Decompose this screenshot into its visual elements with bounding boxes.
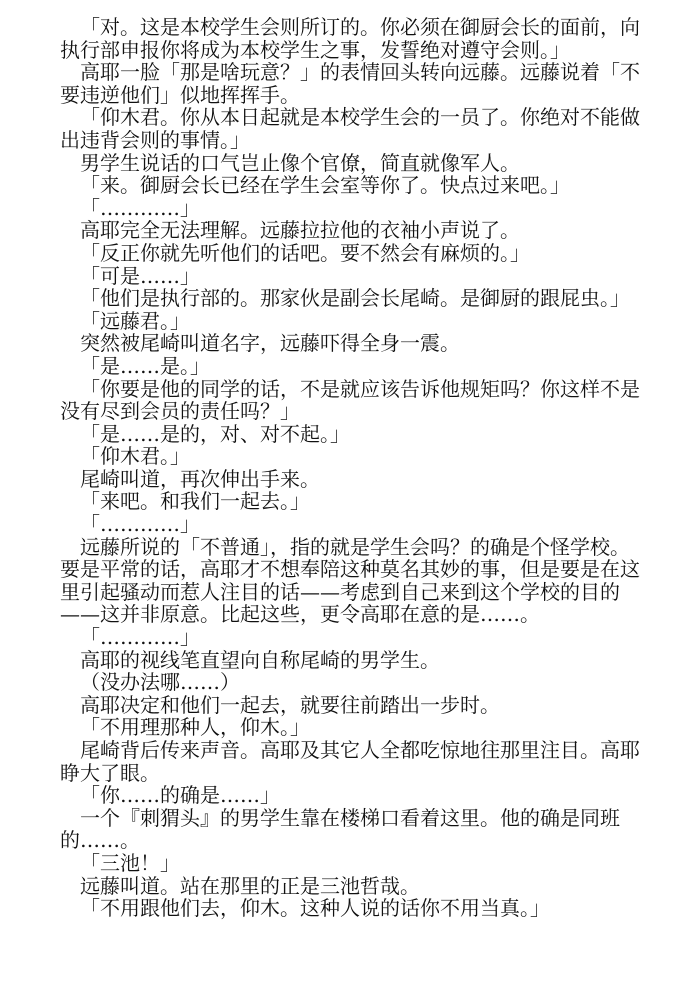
paragraph: 「反正你就先听他们的话吧。要不然会有麻烦的。」 <box>80 240 530 265</box>
paragraph: 一个『刺猬头』的男学生靠在楼梯口看着这里。他的确是同班的……。 <box>60 805 620 853</box>
paragraph: 高耶的视线笔直望向自称尾崎的男学生。 <box>80 647 440 672</box>
paragraph: （没办法哪……） <box>80 670 240 695</box>
paragraph: 高耶完全无法理解。远藤拉拉他的衣袖小声说了。 <box>80 218 520 243</box>
paragraph: 「是……是的，对、对不起。」 <box>80 421 350 446</box>
paragraph: 「仰木君。你从本日起就是本校学生会的一员了。你绝对不能做出违背会则的事情。」 <box>60 105 640 152</box>
paragraph: 「可是……」 <box>80 263 200 288</box>
paragraph: 「你……的确是……」 <box>80 783 280 808</box>
paragraph: 高耶决定和他们一起去，就要往前踏出一步时。 <box>80 692 500 717</box>
paragraph: 「三池！」 <box>80 850 180 875</box>
paragraph: 远藤叫道。站在那里的正是三池哲哉。 <box>80 873 420 898</box>
paragraph: 尾崎叫道，再次伸出手来。 <box>80 466 320 491</box>
paragraph: 「来。御厨会长已经在学生会室等你了。快点过来吧。」 <box>80 173 570 198</box>
paragraph: 男学生说话的口气岂止像个官僚，简直就像军人。 <box>80 150 520 175</box>
paragraph: 「他们是执行部的。那家伙是副会长尾崎。是御厨的跟屁虫。」 <box>80 286 630 311</box>
paragraph: 「你要是他的同学的话，不是就应该告诉他规矩吗？你这样不是没有尽到会员的责任吗？」 <box>60 376 640 424</box>
paragraph: 突然被尾崎叫道名字，远藤吓得全身一震。 <box>80 331 460 356</box>
paragraph: 「是……是。」 <box>80 353 210 378</box>
paragraph: 「仰木君。」 <box>80 444 190 469</box>
paragraph: 「…………」 <box>80 195 200 220</box>
paragraph: 「…………」 <box>80 512 200 537</box>
paragraph: 「…………」 <box>80 625 200 650</box>
paragraph: 尾崎背后传来声音。高耶及其它人全都吃惊地往那里注目。高耶睁大了眼。 <box>60 738 640 785</box>
paragraph: 「对。这是本校学生会则所订的。你必须在御厨会长的面前，向执行部申报你将成为本校学生之事，发誓绝对遵守会则。」 <box>60 15 640 62</box>
paragraph: 「不用理那种人，仰木。」 <box>80 715 310 740</box>
paragraph: 「远藤君。」 <box>80 308 190 333</box>
paragraph: 「不用跟他们去，仰木。这种人说的话你不用当真。」 <box>80 896 550 921</box>
paragraph: 高耶一脸「那是啥玩意？」的表情回头转向远藤。远藤说着「不要违逆他们」似地挥挥手。 <box>60 60 640 107</box>
paragraph: 远藤所说的「不普通」，指的就是学生会吗？的确是个怪学校。要是平常的话，高耶才不想奉陪这种莫名其妙的事，但是要是在这里引起骚动而惹人注目的话——考虑到自己来到这个学校的目的——这并非原意。比起这些，更令高耶在意的是……。 <box>60 534 640 627</box>
paragraph: 「来吧。和我们一起去。」 <box>80 489 310 514</box>
